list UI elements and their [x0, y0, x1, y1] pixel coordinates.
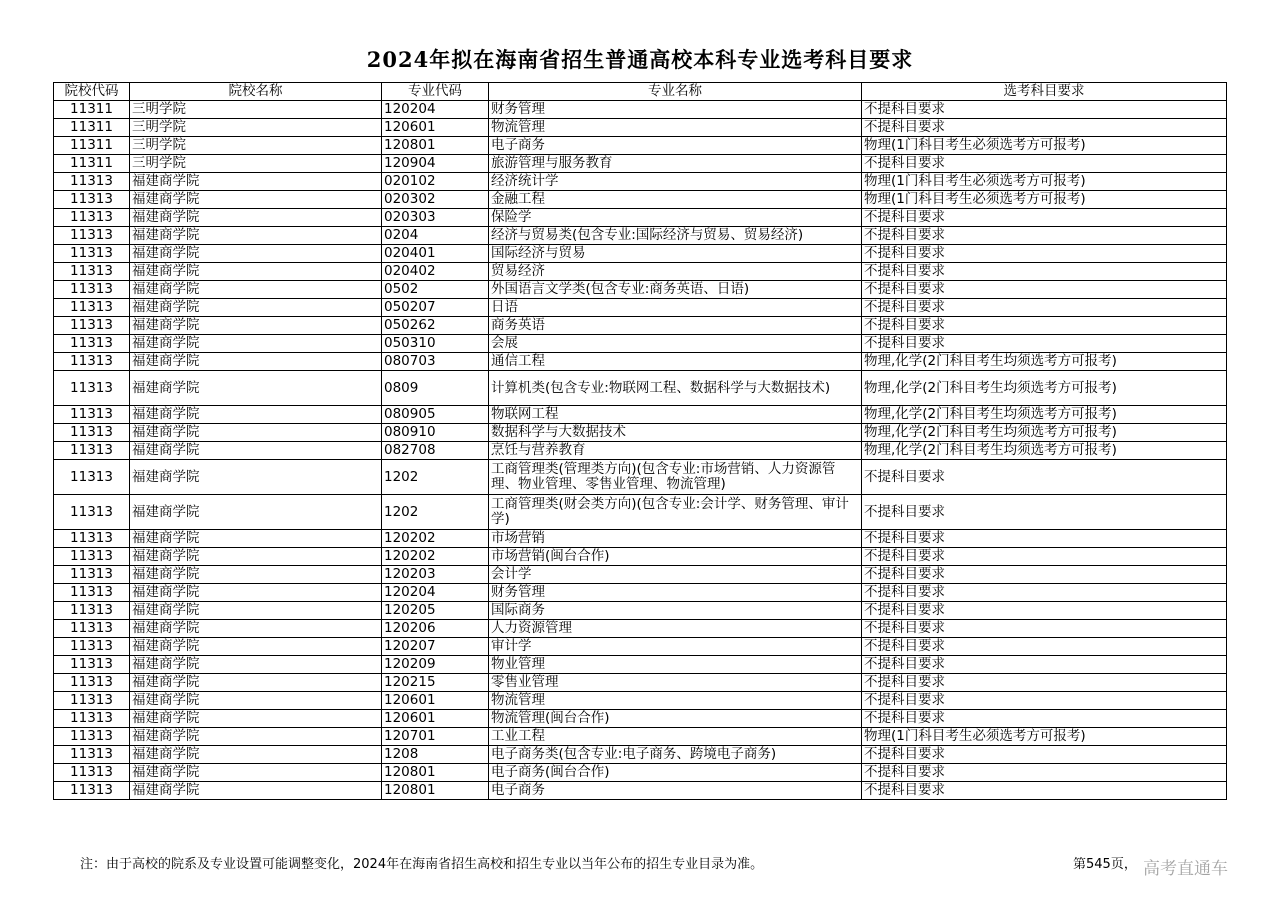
- subject-requirement-cell: 物理(1门科目考生必须选考方可报考): [862, 173, 1227, 191]
- school-code-cell: 11313: [54, 638, 130, 656]
- subject-requirement-cell: 物理,化学(2门科目考生均须选考方可报考): [862, 424, 1227, 442]
- subject-requirement-cell: 不提科目要求: [862, 209, 1227, 227]
- school-name-cell: 福建商学院: [130, 263, 382, 281]
- page-number: 第545页，: [1073, 857, 1137, 872]
- major-name-cell: 会计学: [489, 566, 862, 584]
- table-row: [54, 602, 1227, 620]
- school-code-cell: 11313: [54, 764, 130, 782]
- school-name-cell: 福建商学院: [130, 692, 382, 710]
- major-name-cell: 市场营销(闽台合作): [489, 548, 862, 566]
- school-name-cell: 福建商学院: [130, 566, 382, 584]
- table-row: [54, 245, 1227, 263]
- major-code-cell: 050262: [382, 317, 489, 335]
- major-code-cell: 120601: [382, 119, 489, 137]
- subject-requirement-cell: 不提科目要求: [862, 460, 1227, 495]
- school-code-cell: 11313: [54, 548, 130, 566]
- major-name-cell: 日语: [489, 299, 862, 317]
- major-code-cell: 020102: [382, 173, 489, 191]
- major-code-cell: 1202: [382, 460, 489, 495]
- school-name-cell: 福建商学院: [130, 209, 382, 227]
- table-row: [54, 638, 1227, 656]
- school-name-cell: 福建商学院: [130, 710, 382, 728]
- table-row: [54, 281, 1227, 299]
- header-school-code: 院校代码: [54, 83, 130, 101]
- subject-requirement-cell: 物理(1门科目考生必须选考方可报考): [862, 191, 1227, 209]
- table-row: [54, 299, 1227, 317]
- subject-requirement-cell: 物理(1门科目考生必须选考方可报考): [862, 137, 1227, 155]
- school-name-cell: 福建商学院: [130, 353, 382, 371]
- subject-requirement-cell: 不提科目要求: [862, 335, 1227, 353]
- major-code-cell: 120205: [382, 602, 489, 620]
- school-name-cell: 福建商学院: [130, 335, 382, 353]
- school-name-cell: 福建商学院: [130, 317, 382, 335]
- major-code-cell: 1208: [382, 746, 489, 764]
- major-code-cell: 082708: [382, 442, 489, 460]
- school-code-cell: 11313: [54, 746, 130, 764]
- major-code-cell: 120801: [382, 137, 489, 155]
- major-name-cell: 物业管理: [489, 656, 862, 674]
- major-code-cell: 050310: [382, 335, 489, 353]
- school-name-cell: 福建商学院: [130, 173, 382, 191]
- subject-requirement-cell: 不提科目要求: [862, 155, 1227, 173]
- school-name-cell: 福建商学院: [130, 656, 382, 674]
- major-code-cell: 0809: [382, 371, 489, 406]
- subject-requirement-cell: 物理,化学(2门科目考生均须选考方可报考): [862, 353, 1227, 371]
- header-subject-requirement: 选考科目要求: [862, 83, 1227, 101]
- major-name-cell: 工商管理类(财会类方向)(包含专业:会计学、财务管理、审计学): [489, 495, 862, 530]
- major-name-cell: 商务英语: [489, 317, 862, 335]
- school-name-cell: 三明学院: [130, 101, 382, 119]
- table-row: [54, 406, 1227, 424]
- table-row: [54, 710, 1227, 728]
- table-row: [54, 782, 1227, 800]
- school-name-cell: 福建商学院: [130, 782, 382, 800]
- major-name-cell: 物流管理: [489, 692, 862, 710]
- school-code-cell: 11313: [54, 245, 130, 263]
- table-row: [54, 584, 1227, 602]
- major-code-cell: 120209: [382, 656, 489, 674]
- major-code-cell: 080703: [382, 353, 489, 371]
- table-row: [54, 137, 1227, 155]
- table-row: [54, 746, 1227, 764]
- major-name-cell: 财务管理: [489, 584, 862, 602]
- major-name-cell: 国际经济与贸易: [489, 245, 862, 263]
- school-name-cell: 福建商学院: [130, 442, 382, 460]
- table-row: [54, 530, 1227, 548]
- subject-requirement-cell: 不提科目要求: [862, 764, 1227, 782]
- header-school-name: 院校名称: [130, 83, 382, 101]
- major-code-cell: 020302: [382, 191, 489, 209]
- school-code-cell: 11313: [54, 566, 130, 584]
- major-code-cell: 120202: [382, 530, 489, 548]
- table-row: [54, 317, 1227, 335]
- school-name-cell: 福建商学院: [130, 764, 382, 782]
- school-code-cell: 11311: [54, 155, 130, 173]
- major-code-cell: 120801: [382, 764, 489, 782]
- school-name-cell: 三明学院: [130, 137, 382, 155]
- major-name-cell: 物联网工程: [489, 406, 862, 424]
- major-code-cell: 050207: [382, 299, 489, 317]
- table-row: [54, 620, 1227, 638]
- table-row: [54, 101, 1227, 119]
- major-name-cell: 人力资源管理: [489, 620, 862, 638]
- table-row: [54, 371, 1227, 406]
- table-row: [54, 674, 1227, 692]
- header-major-name: 专业名称: [489, 83, 862, 101]
- table-row: [54, 728, 1227, 746]
- subject-requirement-cell: 物理,化学(2门科目考生均须选考方可报考): [862, 371, 1227, 406]
- major-name-cell: 零售业管理: [489, 674, 862, 692]
- major-code-cell: 020303: [382, 209, 489, 227]
- school-name-cell: 福建商学院: [130, 281, 382, 299]
- major-code-cell: 020402: [382, 263, 489, 281]
- school-code-cell: 11313: [54, 602, 130, 620]
- school-code-cell: 11313: [54, 191, 130, 209]
- school-code-cell: 11311: [54, 137, 130, 155]
- subject-requirement-cell: 不提科目要求: [862, 281, 1227, 299]
- school-code-cell: 11313: [54, 728, 130, 746]
- school-code-cell: 11313: [54, 263, 130, 281]
- subject-requirement-cell: 不提科目要求: [862, 782, 1227, 800]
- watermark: 高考直通车: [1143, 859, 1228, 879]
- subject-requirement-cell: 不提科目要求: [862, 530, 1227, 548]
- school-code-cell: 11313: [54, 656, 130, 674]
- school-name-cell: 福建商学院: [130, 191, 382, 209]
- table-body: [54, 101, 1227, 800]
- subject-requirement-cell: 物理,化学(2门科目考生均须选考方可报考): [862, 406, 1227, 424]
- school-code-cell: 11313: [54, 620, 130, 638]
- subject-requirement-cell: 不提科目要求: [862, 566, 1227, 584]
- subject-requirement-cell: 不提科目要求: [862, 584, 1227, 602]
- major-name-cell: 物流管理: [489, 119, 862, 137]
- major-name-cell: 审计学: [489, 638, 862, 656]
- school-code-cell: 11313: [54, 209, 130, 227]
- table-row: [54, 209, 1227, 227]
- major-code-cell: 120601: [382, 692, 489, 710]
- subject-requirement-cell: 不提科目要求: [862, 101, 1227, 119]
- major-name-cell: 市场营销: [489, 530, 862, 548]
- footer-note: 注：由于高校的院系及专业设置可能调整变化，2024年在海南省招生高校和招生专业以当年公布的招生专业目录为准。: [80, 857, 764, 872]
- major-name-cell: 保险学: [489, 209, 862, 227]
- table-row: [54, 764, 1227, 782]
- school-code-cell: 11313: [54, 173, 130, 191]
- school-code-cell: 11313: [54, 281, 130, 299]
- school-name-cell: 福建商学院: [130, 299, 382, 317]
- school-code-cell: 11313: [54, 495, 130, 530]
- school-code-cell: 11313: [54, 353, 130, 371]
- major-name-cell: 旅游管理与服务教育: [489, 155, 862, 173]
- major-code-cell: 0204: [382, 227, 489, 245]
- major-name-cell: 经济与贸易类(包含专业:国际经济与贸易、贸易经济): [489, 227, 862, 245]
- subject-requirement-cell: 不提科目要求: [862, 119, 1227, 137]
- school-name-cell: 福建商学院: [130, 584, 382, 602]
- major-code-cell: 1202: [382, 495, 489, 530]
- major-code-cell: 080910: [382, 424, 489, 442]
- major-name-cell: 电子商务(闽台合作): [489, 764, 862, 782]
- table-row: [54, 353, 1227, 371]
- major-name-cell: 工商管理类(管理类方向)(包含专业:市场营销、人力资源管理、物业管理、零售业管理、物流管理): [489, 460, 862, 495]
- table-row: [54, 442, 1227, 460]
- major-name-cell: 物流管理(闽台合作): [489, 710, 862, 728]
- major-code-cell: 120204: [382, 101, 489, 119]
- school-name-cell: 福建商学院: [130, 602, 382, 620]
- school-name-cell: 福建商学院: [130, 620, 382, 638]
- table-row: [54, 191, 1227, 209]
- major-name-cell: 工业工程: [489, 728, 862, 746]
- table-row: [54, 173, 1227, 191]
- table-row: [54, 119, 1227, 137]
- table-row: [54, 155, 1227, 173]
- major-name-cell: 电子商务类(包含专业:电子商务、跨境电子商务): [489, 746, 862, 764]
- school-code-cell: 11313: [54, 299, 130, 317]
- major-name-cell: 电子商务: [489, 782, 862, 800]
- subject-requirement-cell: 不提科目要求: [862, 674, 1227, 692]
- table-row: [54, 495, 1227, 530]
- major-code-cell: 120601: [382, 710, 489, 728]
- school-name-cell: 福建商学院: [130, 460, 382, 495]
- major-code-cell: 120801: [382, 782, 489, 800]
- subject-requirement-cell: 不提科目要求: [862, 263, 1227, 281]
- school-name-cell: 三明学院: [130, 155, 382, 173]
- major-code-cell: 120215: [382, 674, 489, 692]
- major-name-cell: 通信工程: [489, 353, 862, 371]
- subject-requirement-cell: 不提科目要求: [862, 692, 1227, 710]
- subject-requirement-cell: 不提科目要求: [862, 227, 1227, 245]
- school-code-cell: 11313: [54, 317, 130, 335]
- table-row: [54, 227, 1227, 245]
- school-code-cell: 11313: [54, 710, 130, 728]
- subject-requirement-cell: 不提科目要求: [862, 602, 1227, 620]
- school-code-cell: 11313: [54, 227, 130, 245]
- subject-requirement-cell: 不提科目要求: [862, 746, 1227, 764]
- subject-requirement-cell: 不提科目要求: [862, 317, 1227, 335]
- major-name-cell: 财务管理: [489, 101, 862, 119]
- school-name-cell: 福建商学院: [130, 245, 382, 263]
- subject-requirement-cell: 物理(1门科目考生必须选考方可报考): [862, 728, 1227, 746]
- subject-requirement-cell: 不提科目要求: [862, 245, 1227, 263]
- subject-requirement-cell: 不提科目要求: [862, 638, 1227, 656]
- major-code-cell: 0502: [382, 281, 489, 299]
- table-row: [54, 692, 1227, 710]
- subject-requirement-cell: 物理,化学(2门科目考生均须选考方可报考): [862, 442, 1227, 460]
- subject-requirement-cell: 不提科目要求: [862, 620, 1227, 638]
- major-code-cell: 120207: [382, 638, 489, 656]
- school-name-cell: 福建商学院: [130, 424, 382, 442]
- major-name-cell: 计算机类(包含专业:物联网工程、数据科学与大数据技术): [489, 371, 862, 406]
- major-name-cell: 经济统计学: [489, 173, 862, 191]
- school-code-cell: 11313: [54, 782, 130, 800]
- major-name-cell: 外国语言文学类(包含专业:商务英语、日语): [489, 281, 862, 299]
- school-code-cell: 11313: [54, 442, 130, 460]
- school-name-cell: 福建商学院: [130, 227, 382, 245]
- page-title: 2024年拟在海南省招生普通高校本科专业选考科目要求: [366, 47, 914, 72]
- major-name-cell: 数据科学与大数据技术: [489, 424, 862, 442]
- major-code-cell: 080905: [382, 406, 489, 424]
- major-name-cell: 电子商务: [489, 137, 862, 155]
- table-row: [54, 460, 1227, 495]
- table-row: [54, 548, 1227, 566]
- school-code-cell: 11313: [54, 335, 130, 353]
- subject-requirement-cell: 不提科目要求: [862, 710, 1227, 728]
- table-row: [54, 424, 1227, 442]
- school-code-cell: 11313: [54, 424, 130, 442]
- school-code-cell: 11313: [54, 371, 130, 406]
- school-name-cell: 福建商学院: [130, 406, 382, 424]
- table-row: [54, 263, 1227, 281]
- major-code-cell: 120904: [382, 155, 489, 173]
- table-row: [54, 566, 1227, 584]
- school-code-cell: 11311: [54, 119, 130, 137]
- school-code-cell: 11313: [54, 674, 130, 692]
- major-name-cell: 会展: [489, 335, 862, 353]
- school-name-cell: 福建商学院: [130, 548, 382, 566]
- school-code-cell: 11313: [54, 584, 130, 602]
- major-code-cell: 120206: [382, 620, 489, 638]
- major-code-cell: 120204: [382, 584, 489, 602]
- subject-requirement-cell: 不提科目要求: [862, 656, 1227, 674]
- school-name-cell: 福建商学院: [130, 638, 382, 656]
- school-code-cell: 11313: [54, 406, 130, 424]
- school-name-cell: 福建商学院: [130, 674, 382, 692]
- school-name-cell: 福建商学院: [130, 371, 382, 406]
- table-row: [54, 335, 1227, 353]
- school-name-cell: 三明学院: [130, 119, 382, 137]
- major-code-cell: 020401: [382, 245, 489, 263]
- major-code-cell: 120701: [382, 728, 489, 746]
- school-name-cell: 福建商学院: [130, 746, 382, 764]
- school-code-cell: 11313: [54, 530, 130, 548]
- major-code-cell: 120203: [382, 566, 489, 584]
- school-name-cell: 福建商学院: [130, 495, 382, 530]
- header-major-code: 专业代码: [382, 83, 489, 101]
- school-code-cell: 11313: [54, 460, 130, 495]
- table-header-row: [54, 83, 1227, 101]
- subject-requirement-cell: 不提科目要求: [862, 495, 1227, 530]
- major-name-cell: 金融工程: [489, 191, 862, 209]
- school-name-cell: 福建商学院: [130, 728, 382, 746]
- table-row: [54, 656, 1227, 674]
- requirements-table: [53, 82, 1227, 800]
- school-code-cell: 11313: [54, 692, 130, 710]
- school-code-cell: 11311: [54, 101, 130, 119]
- major-name-cell: 贸易经济: [489, 263, 862, 281]
- subject-requirement-cell: 不提科目要求: [862, 299, 1227, 317]
- school-name-cell: 福建商学院: [130, 530, 382, 548]
- major-name-cell: 烹饪与营养教育: [489, 442, 862, 460]
- major-name-cell: 国际商务: [489, 602, 862, 620]
- subject-requirement-cell: 不提科目要求: [862, 548, 1227, 566]
- major-code-cell: 120202: [382, 548, 489, 566]
